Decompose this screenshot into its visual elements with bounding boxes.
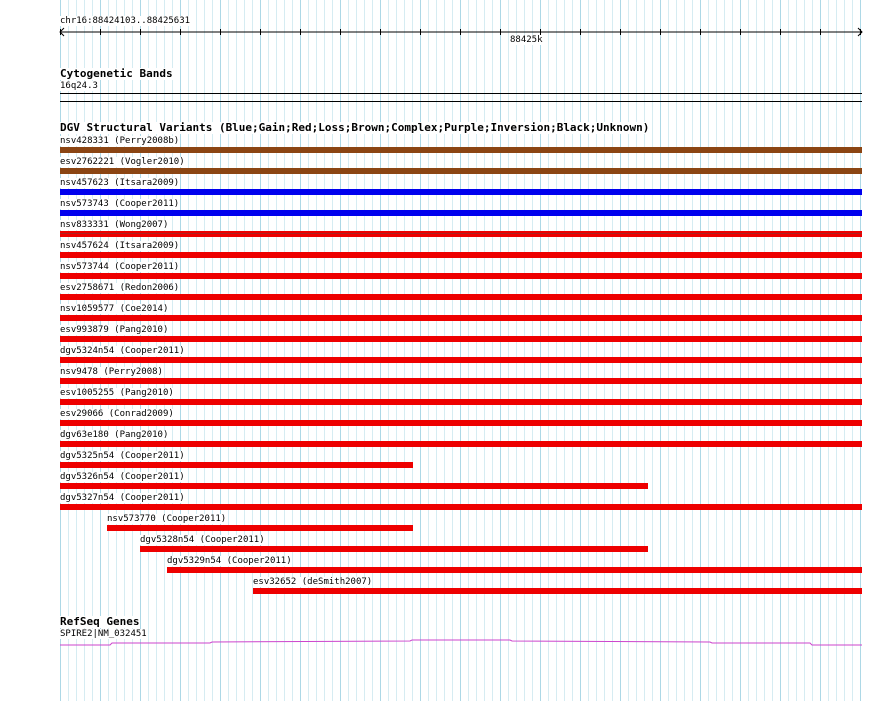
variant-bar[interactable] [60,252,862,258]
variant-label[interactable]: nsv573744 (Cooper2011) [60,262,180,272]
variant-bar[interactable] [60,147,862,153]
cytoband-label: 16q24.3 [60,81,98,91]
variant-bar[interactable] [60,441,862,447]
variant-thin-line [60,233,862,234]
gene-intron-line [60,640,862,645]
variant-bar[interactable] [60,504,862,510]
refseq-gene-model[interactable] [60,636,862,650]
variant-bar[interactable] [107,525,413,531]
variant-label[interactable]: dgv5324n54 (Cooper2011) [60,346,185,356]
variant-bar[interactable] [60,357,862,363]
variant-bar[interactable] [60,378,862,384]
variant-bar[interactable] [140,546,648,552]
variant-label[interactable]: dgv5325n54 (Cooper2011) [60,451,185,461]
refseq-gene-label[interactable]: SPIRE2|NM_032451 [60,629,147,639]
variant-bar[interactable] [60,336,862,342]
variant-bar[interactable] [60,189,862,195]
variant-label[interactable]: dgv5329n54 (Cooper2011) [167,556,292,566]
variant-bar[interactable] [60,483,648,489]
variant-bar[interactable] [60,168,862,174]
variant-label[interactable]: nsv9478 (Perry2008) [60,367,163,377]
variant-label[interactable]: nsv457623 (Itsara2009) [60,178,180,188]
variant-label[interactable]: nsv833331 (Wong2007) [60,220,169,230]
ruler-tick-label: 88425k [510,35,543,45]
variant-bar[interactable] [60,420,862,426]
variant-label[interactable]: dgv5327n54 (Cooper2011) [60,493,185,503]
variant-label[interactable]: esv1005255 (Pang2010) [60,388,174,398]
dgv-track-title: DGV Structural Variants (Blue;Gain;Red;Loss;Brown;Complex;Purple;Inversion;Black;Unknown) [60,121,650,134]
variant-bar[interactable] [253,588,862,594]
variant-label[interactable]: nsv457624 (Itsara2009) [60,241,180,251]
ruler[interactable] [58,26,866,38]
cytobands-track-title: Cytogenetic Bands [60,67,173,80]
variant-label[interactable]: nsv573743 (Cooper2011) [60,199,180,209]
variant-label[interactable]: dgv5328n54 (Cooper2011) [140,535,265,545]
variant-bar[interactable] [60,273,862,279]
variant-label[interactable]: nsv573770 (Cooper2011) [107,514,227,524]
variant-bar[interactable] [60,399,862,405]
variant-bar[interactable] [60,462,413,468]
variant-label[interactable]: esv29066 (Conrad2009) [60,409,174,419]
variant-bar[interactable] [167,567,862,573]
variant-label[interactable]: esv993879 (Pang2010) [60,325,169,335]
variant-label[interactable]: nsv1059577 (Coe2014) [60,304,169,314]
variant-bar[interactable] [60,231,862,237]
variant-label[interactable]: dgv63e180 (Pang2010) [60,430,169,440]
refseq-track-title: RefSeq Genes [60,615,140,628]
cytoband-line-top [60,93,862,94]
variant-bar[interactable] [60,315,862,321]
variant-label[interactable]: dgv5326n54 (Cooper2011) [60,472,185,482]
region-label: chr16:88424103..88425631 [60,16,191,26]
variant-label[interactable]: esv2758671 (Redon2006) [60,283,180,293]
cytoband-line-bottom [60,101,862,102]
variant-bar[interactable] [60,210,862,216]
variant-label[interactable]: esv2762221 (Vogler2010) [60,157,185,167]
variant-label[interactable]: esv32652 (deSmith2007) [253,577,373,587]
variant-label[interactable]: nsv428331 (Perry2008b) [60,136,180,146]
variant-bar[interactable] [60,294,862,300]
